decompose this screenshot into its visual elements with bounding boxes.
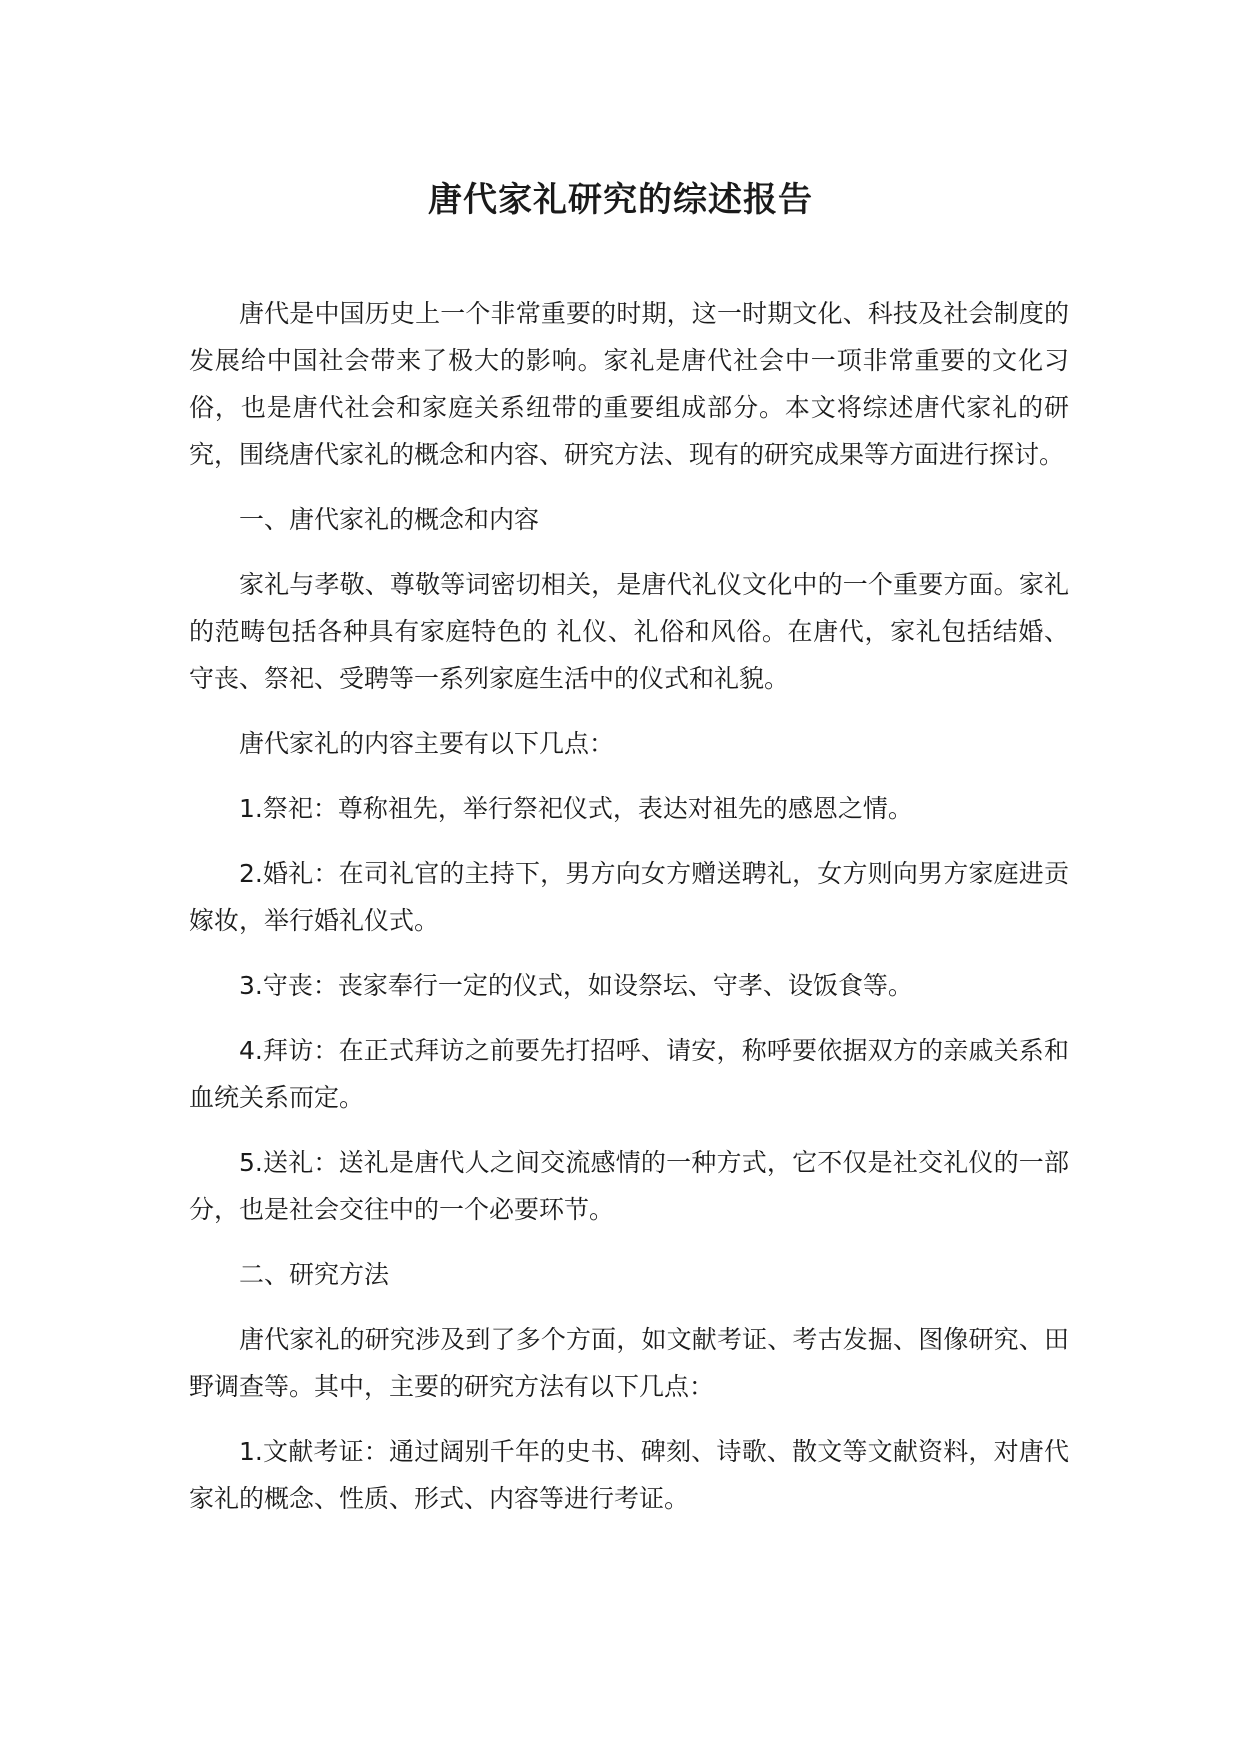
document-body	[189, 290, 1069, 1540]
list-item-visiting: 4.拜访：在正式拜访之前要先打招呼、请安，称呼要依据双方的亲戚关系和血统关系而定。	[189, 1036, 1069, 1112]
document-title: 唐代家礼研究的综述报告	[428, 180, 813, 220]
list-item-mourning: 3.守丧：丧家奉行一定的仪式，如设祭坛、守孝、设饭食等。	[239, 971, 913, 1000]
list-item-wedding: 2.婚礼：在司礼官的主持下，男方向女方赠送聘礼，女方则向男方家庭进贡嫁妆，举行婚礼仪式。	[189, 859, 1069, 935]
content-intro-paragraph: 唐代家礼的内容主要有以下几点：	[239, 729, 615, 758]
section-heading-methods: 二、研究方法	[239, 1260, 390, 1289]
methods-paragraph: 唐代家礼的研究涉及到了多个方面，如文献考证、考古发掘、图像研究、田野调查等。其中，主要的研究方法有以下几点：	[189, 1325, 1069, 1401]
list-item-gift-giving: 5.送礼：送礼是唐代人之间交流感情的一种方式，它不仅是社交礼仪的一部分，也是社会交往中的一个必要环节。	[189, 1148, 1069, 1224]
section-heading-concept: 一、唐代家礼的概念和内容	[239, 505, 540, 534]
concept-paragraph: 家礼与孝敬、尊敬等词密切相关，是唐代礼仪文化中的一个重要方面。家礼的范畴包括各种具有家庭特色的 礼仪、礼俗和风俗。在唐代，家礼包括结婚、守丧、祭祀、受聘等一系列家庭生活中的仪式和礼貌。	[189, 570, 1069, 693]
list-item-literature-research: 1.文献考证：通过阔别千年的史书、碑刻、诗歌、散文等文献资料，对唐代家礼的概念、性质、形式、内容等进行考证。	[189, 1437, 1069, 1513]
intro-paragraph: 唐代是中国历史上一个非常重要的时期，这一时期文化、科技及社会制度的发展给中国社会带来了极大的影响。家礼是唐代社会中一项非常重要的文化习俗，也是唐代社会和家庭关系纽带的重要组成部分。本文将综述唐代家礼的研究，围绕唐代家礼的概念和内容、研究方法、现有的研究成果等方面进行探讨。	[189, 299, 1069, 469]
list-item-sacrifice: 1.祭祀：尊称祖先，举行祭祀仪式，表达对祖先的感恩之情。	[239, 794, 913, 823]
